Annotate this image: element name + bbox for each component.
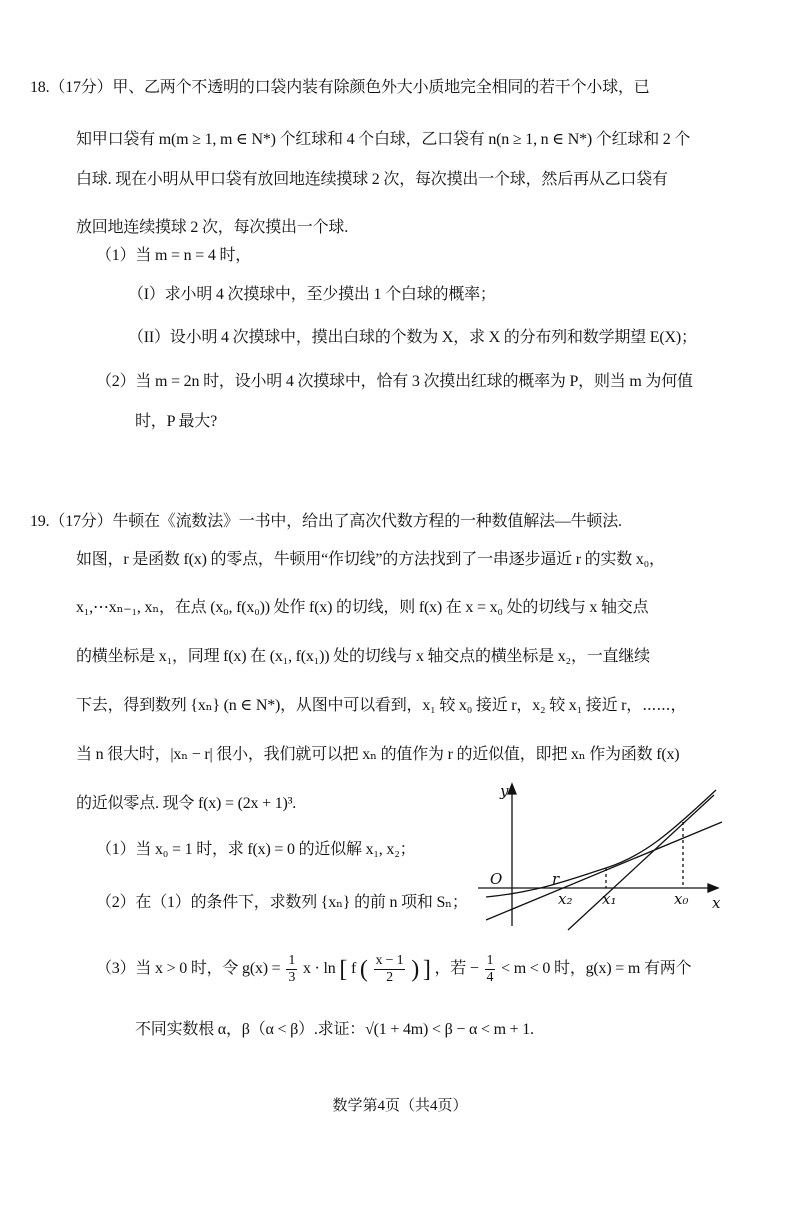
part3-text: < m < 0 时，g(x) = m 有两个 [501,960,692,978]
curve-fx [486,790,716,897]
q19-line: 如图，r 是函数 f(x) 的零点，牛顿用“作切线”的方法找到了一串逐步逼近 r 的实数 x₀， [76,551,665,568]
numerator: 1 [486,953,494,968]
page-footer: 数学第4页（共4页） [332,1098,468,1114]
fraction-one-quarter [485,953,496,986]
y-axis-arrow [508,784,516,794]
q19-part3 [96,953,776,986]
tangent-at-x0 [568,795,714,930]
q19-line: 的近似零点. 现令 f(x) = (2x + 1)³. [76,795,297,812]
q18-part2-cont: 时，P 最大? [135,413,218,430]
q19-line: x₁,⋯xₙ₋₁, xₙ，在点 (x₀, f(x₀)) 处作 f(x) 的切线，则 f(x) 在 x = x₀ 处的切线与 x 轴交点 [76,599,649,616]
q18-part2: （2）当 m = 2n 时，设小明 4 次摸球中，恰有 3 次摸出红球的概率为 P，则当 m 为何值 [96,373,693,390]
q19-line: 当 n 很大时，|xₙ − r| 很小，我们就可以把 xₙ 的值作为 r 的近似值，即把 xₙ 作为函数 f(x) [76,746,680,763]
bracket: [ [339,956,348,983]
part3-text: f [350,960,357,978]
q19-part2: （2）在（1）的条件下，求数列 {xₙ} 的前 n 项和 Sₙ； [96,894,468,911]
q18-line: 18.（17分）甲、乙两个不透明的口袋内装有除颜色外大小质地完全相同的若干个小球，已 [30,79,650,96]
q18-line: 放回地连续摸球 2 次，每次摸出一个球. [76,219,349,236]
numerator: x − 1 [375,953,404,968]
denominator: 4 [486,970,494,985]
fraction-x-minus-1-over-2 [374,953,406,986]
denominator: 2 [386,970,393,985]
denominator: 3 [288,970,296,985]
x-label: x [712,894,721,912]
x0-label: x₀ [674,890,689,908]
numerator: 1 [288,953,296,968]
part3-text: ，若 − [434,960,479,978]
origin-label: O [490,870,503,888]
q18-part1-i: （I）求小明 4 次摸球中，至少摸出 1 个白球的概率； [128,286,496,303]
paren: ( [359,956,368,983]
y-label: y [500,782,509,800]
newton-method-figure [478,780,728,940]
q19-part1: （1）当 x₀ = 1 时，求 f(x) = 0 的近似解 x₁, x₂； [96,841,416,858]
fraction-one-third [286,953,297,986]
x-axis-arrow [708,884,718,892]
q18-line: 白球. 现在小明从甲口袋有放回地连续摸球 2 次，每次摸出一个球，然后再从乙口袋有 [76,171,668,188]
q19-line: 下去，得到数列 {xₙ} (n ∈ N*)，从图中可以看到，x₁ 较 x₀ 接近 r，x₂ 较 x₁ 接近 r，⋯⋯， [76,697,687,714]
x2-label: x₂ [558,890,573,908]
q19-part3-cont: 不同实数根 α，β（α < β）.求证：√(1 + 4m) < β − α < m + 1. [135,1021,534,1038]
part3-prefix: （3）当 x > 0 时，令 g(x) = [96,960,281,978]
q18-part1-ii: （II）设小明 4 次摸球中，摸出白球的个数为 X，求 X 的分布列和数学期望 E(X)； [128,329,697,346]
x1-label: x₁ [602,890,617,908]
q18-line: 知甲口袋有 m(m ≥ 1, m ∈ N*) 个红球和 4 个白球，乙口袋有 n(n ≥ 1, n ∈ N*) 个红球和 2 个 [76,131,691,148]
q18-part1: （1）当 m = n = 4 时， [96,247,252,264]
part3-text: x · ln [302,960,336,978]
q19-line: 19.（17分）牛顿在《流数法》一书中，给出了高次代数方程的一种数值解法—牛顿法. [30,513,622,530]
r-label: r [552,870,560,888]
paren: ) [411,956,420,983]
q19-line: 的横坐标是 x₁，同理 f(x) 在 (x₁, f(x₁)) 处的切线与 x 轴交点的横坐标是 x₂，一直继续 [76,648,650,665]
bracket: ] [422,956,431,983]
